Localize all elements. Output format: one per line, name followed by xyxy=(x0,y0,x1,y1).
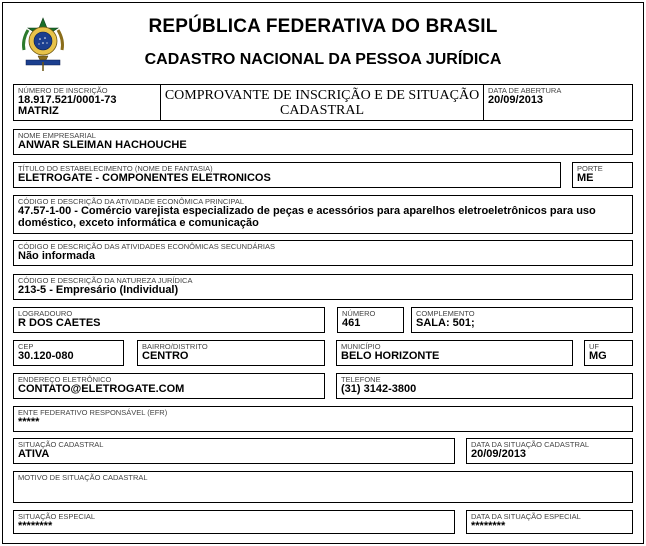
nome-empresarial-value: ANWAR SLEIMAN HACHOUCHE xyxy=(18,139,187,151)
fantasia-box xyxy=(13,162,561,188)
situacao-especial-label: SITUAÇÃO ESPECIAL xyxy=(18,512,96,521)
porte-value: ME xyxy=(577,172,594,184)
atividade-principal-value: 47.57-1-00 - Comércio varejista especializado de peças e acessórios para aparelhos eletroeletrônicos para uso doméstico, exceto informática e comunicação xyxy=(18,205,596,229)
inscricao-box xyxy=(13,84,161,121)
comprovante-title-line2: CADASTRAL xyxy=(279,103,364,118)
data-situacao-box xyxy=(466,438,633,464)
fantasia-label: TÍTULO DO ESTABELECIMENTO (NOME DE FANTASIA) xyxy=(18,164,213,173)
cep-box xyxy=(13,340,124,366)
telefone-value: (31) 3142-3800 xyxy=(341,383,417,395)
abertura-value: 20/09/2013 xyxy=(488,94,544,106)
inscricao-value: 18.917.521/0001-73 xyxy=(18,94,117,106)
uf-value: MG xyxy=(589,350,607,362)
numero-box xyxy=(337,307,404,333)
efr-value: ***** xyxy=(18,416,40,428)
uf-box xyxy=(584,340,633,366)
email-value: CONTATO@ELETROGATE.COM xyxy=(18,383,185,395)
data-situacao-especial-box xyxy=(466,510,633,534)
motivo-box xyxy=(13,471,633,503)
cep-label: CEP xyxy=(18,342,34,351)
atividade-principal-label: CÓDIGO E DESCRIÇÃO DA ATIVIDADE ECONÔMICA PRINCIPAL xyxy=(18,197,245,206)
data-situacao-label: DATA DA SITUAÇÃO CADASTRAL xyxy=(471,440,590,449)
logradouro-label: LOGRADOURO xyxy=(18,309,73,318)
inscricao-type: MATRIZ xyxy=(18,105,59,117)
atividade-principal-box xyxy=(13,195,633,234)
inscricao-label: NÚMERO DE INSCRIÇÃO xyxy=(18,86,108,95)
situacao-value: ATIVA xyxy=(18,448,50,460)
header-title: REPÚBLICA FEDERATIVA DO BRASIL xyxy=(148,16,498,37)
municipio-label: MUNICÍPIO xyxy=(341,342,381,351)
email-box xyxy=(13,373,325,399)
numero-label: NÚMERO xyxy=(342,309,376,318)
bairro-box xyxy=(137,340,325,366)
situacao-especial-value: ******** xyxy=(18,520,53,532)
header-subtitle: CADASTRO NACIONAL DA PESSOA JURÍDICA xyxy=(144,51,502,68)
motivo-label: MOTIVO DE SITUAÇÃO CADASTRAL xyxy=(18,473,148,482)
atividades-secundarias-label: CÓDIGO E DESCRIÇÃO DAS ATIVIDADES ECONÔMICAS SECUNDÁRIAS xyxy=(18,242,275,251)
uf-label: UF xyxy=(589,342,599,351)
data-situacao-value: 20/09/2013 xyxy=(471,448,527,460)
situacao-box xyxy=(13,438,455,464)
situacao-especial-box xyxy=(13,510,455,534)
efr-box xyxy=(13,406,633,432)
data-situacao-especial-value: ******** xyxy=(471,520,506,532)
atividades-secundarias-box xyxy=(13,240,633,266)
comprovante-box xyxy=(160,84,484,121)
bairro-value: CENTRO xyxy=(142,350,189,362)
telefone-box xyxy=(336,373,633,399)
comprovante-title-line1: COMPROVANTE DE INSCRIÇÃO E DE SITUAÇÃO xyxy=(164,88,480,103)
data-situacao-especial-label: DATA DA SITUAÇÃO ESPECIAL xyxy=(471,512,581,521)
abertura-label: DATA DE ABERTURA xyxy=(488,86,562,95)
email-label: ENDEREÇO ELETRÔNICO xyxy=(18,375,112,384)
cep-value: 30.120-080 xyxy=(18,350,74,362)
natureza-juridica-label: CÓDIGO E DESCRIÇÃO DA NATUREZA JURÍDICA xyxy=(18,276,193,285)
bairro-label: BAIRRO/DISTRITO xyxy=(142,342,208,351)
nome-empresarial-label: NOME EMPRESARIAL xyxy=(18,131,96,140)
situacao-label: SITUAÇÃO CADASTRAL xyxy=(18,440,104,449)
municipio-value: BELO HORIZONTE xyxy=(341,350,440,362)
nome-empresarial-box xyxy=(13,129,633,155)
municipio-box xyxy=(336,340,573,366)
porte-box xyxy=(572,162,633,188)
logradouro-value: R DOS CAETES xyxy=(18,317,101,329)
telefone-label: TELEFONE xyxy=(341,375,381,384)
abertura-box xyxy=(483,84,633,121)
logradouro-box xyxy=(13,307,325,333)
complemento-label: COMPLEMENTO xyxy=(416,309,475,318)
natureza-juridica-box xyxy=(13,274,633,300)
efr-label: ENTE FEDERATIVO RESPONSÁVEL (EFR) xyxy=(18,408,168,417)
atividades-secundarias-value: Não informada xyxy=(18,250,96,262)
complemento-value: SALA: 501; xyxy=(416,317,475,329)
porte-label: PORTE xyxy=(577,164,603,173)
numero-value: 461 xyxy=(342,317,361,329)
natureza-juridica-value: 213-5 - Empresário (Individual) xyxy=(18,284,179,296)
fantasia-value: ELETROGATE - COMPONENTES ELETRONICOS xyxy=(18,172,271,184)
complemento-box xyxy=(411,307,633,333)
